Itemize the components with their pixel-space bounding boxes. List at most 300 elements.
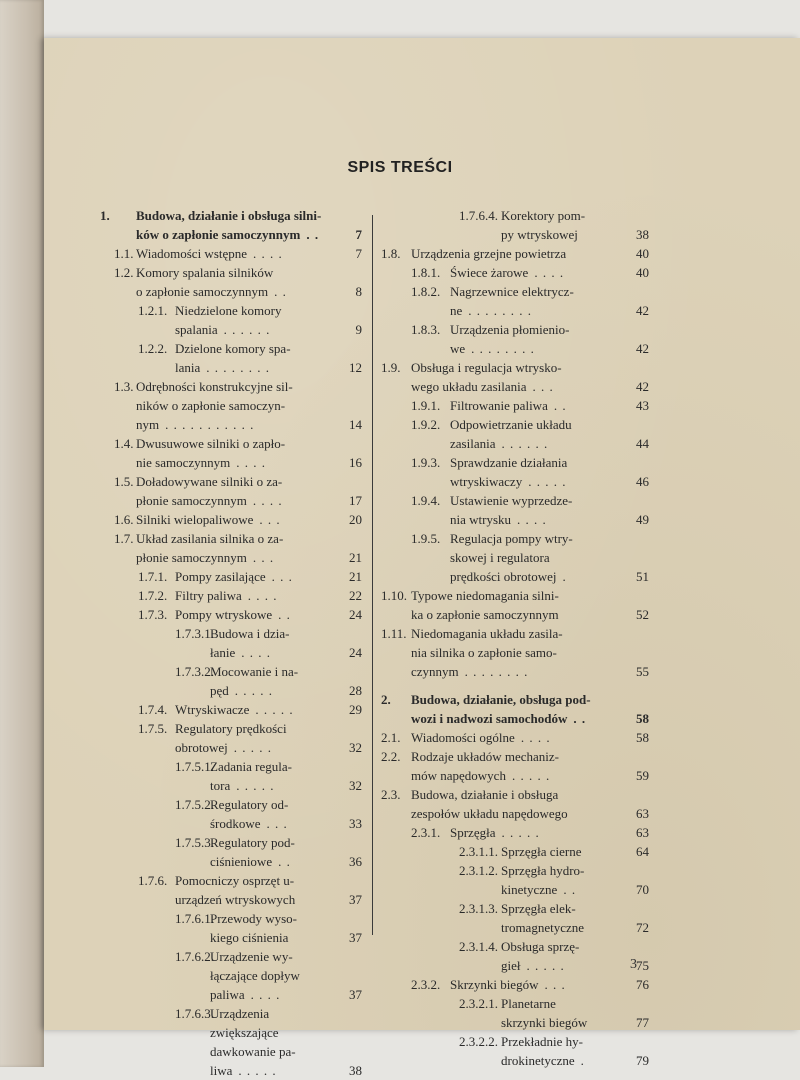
toc-entry-text: Planetarne	[501, 996, 556, 1011]
toc-entry-text: nym	[136, 417, 160, 432]
toc-entry-line	[381, 643, 649, 662]
toc-leader-dots: . . . . .	[255, 702, 294, 717]
toc-entry-text: obrotowej	[175, 740, 228, 755]
toc-entry-line	[381, 747, 649, 766]
toc-leader-dots: . .	[563, 882, 577, 897]
toc-leader-dots: . . . . . . . . . . .	[165, 417, 255, 432]
toc-entry-text: Budowa i dzia-	[210, 626, 290, 641]
toc-entry-line	[100, 1061, 362, 1080]
toc-entry-line	[381, 690, 649, 709]
toc-entry-text: skowej i regulatora	[450, 550, 550, 565]
toc-entry-line	[100, 415, 362, 434]
toc-entry-number: 1.7.2.	[138, 588, 168, 603]
toc-entry-number: 1.2.	[114, 265, 134, 280]
toc-entry-text: nia silnika o zapłonie samo-	[411, 645, 557, 660]
toc-leader-dots: . . . .	[520, 730, 551, 745]
toc-page-number: 37	[349, 892, 362, 907]
toc-entry-line	[100, 757, 362, 776]
toc-page-number: 58	[636, 730, 649, 745]
toc-entry-number: 2.3.1.1.	[459, 844, 498, 859]
toc-entry-text: ników o zapłonie samoczyn-	[136, 398, 286, 413]
toc-entry-number: 1.7.6.4.	[459, 208, 498, 223]
toc-entry-number: 1.7.6.	[138, 873, 168, 888]
toc-entry-text: wozi i nadwozi samochodów	[411, 711, 568, 726]
toc-entry-text: Nagrzewnice elektrycz-	[450, 284, 574, 299]
toc-entry-line	[381, 804, 649, 823]
toc-entry-text: Urządzenia	[210, 1006, 270, 1021]
toc-entry-line	[381, 491, 649, 510]
toc-entry-line	[381, 728, 649, 747]
page-title: SPIS TREŚCI	[347, 159, 453, 176]
toc-page-number: 40	[636, 246, 649, 261]
toc-entry-text: Przewody wyso-	[210, 911, 298, 926]
toc-page-number: 58	[636, 711, 649, 726]
toc-entry-text: Przekładnie hy-	[501, 1034, 583, 1049]
toc-entry-number: 1.7.5.	[138, 721, 168, 736]
toc-page-number: 29	[349, 702, 362, 717]
toc-entry-line	[381, 339, 649, 358]
toc-entry-line	[381, 918, 649, 937]
toc-entry-line	[381, 377, 649, 396]
toc-entry-text: nia wtrysku	[450, 512, 512, 527]
toc-page-number: 42	[636, 341, 649, 356]
toc-entry-line	[381, 662, 649, 681]
toc-entry-line	[100, 624, 362, 643]
toc-entry-line	[100, 605, 362, 624]
toc-entry-line	[100, 529, 362, 548]
toc-entry-text: łanie	[210, 645, 236, 660]
toc-entry-text: Niedomagania układu zasila-	[411, 626, 563, 641]
toc-entry-line	[100, 890, 362, 909]
toc-entry-text: Dzielone komory spa-	[175, 341, 291, 356]
toc-entry-text: Obsługa i regulacja wtrysko-	[411, 360, 562, 375]
toc-entry-line	[381, 225, 649, 244]
toc-leader-dots: .	[562, 569, 567, 584]
toc-leader-dots: . . .	[259, 512, 281, 527]
toc-entry-line	[381, 880, 649, 899]
toc-entry-number: 2.3.1.3.	[459, 901, 498, 916]
toc-entry-line	[381, 453, 649, 472]
toc-page-number: 16	[349, 455, 362, 470]
toc-entry-line	[381, 1032, 649, 1051]
toc-entry-text: gieł	[501, 958, 521, 973]
toc-entry-text: łączające dopływ	[210, 968, 300, 983]
toc-entry-text: Sprzęgła elek-	[501, 901, 576, 916]
toc-entry-number: 1.8.2.	[411, 284, 441, 299]
toc-entry-line	[100, 491, 362, 510]
toc-page-number: 32	[349, 778, 362, 793]
toc-page-number: 22	[349, 588, 362, 603]
toc-entry-number: 1.1.	[114, 246, 134, 261]
toc-entry-line	[100, 225, 362, 244]
toc-entry-text: paliwa	[210, 987, 245, 1002]
toc-entry-line	[100, 1004, 362, 1023]
toc-entry-text: tromagnetyczne	[501, 920, 585, 935]
toc-entry-text: Świece żarowe	[450, 265, 529, 280]
toc-entry-text: zwiększające	[210, 1025, 279, 1040]
toc-entry-line	[381, 244, 649, 263]
toc-entry-text: Pompy wtryskowe	[175, 607, 273, 622]
toc-entry-text: kinetyczne	[501, 882, 558, 897]
toc-entry-line	[100, 586, 362, 605]
toc-entry-text: Doładowywane silniki o za-	[136, 474, 283, 489]
toc-leader-dots: . . .	[544, 977, 566, 992]
toc-entry-line	[100, 852, 362, 871]
toc-entry-text: drokinetyczne	[501, 1053, 575, 1068]
toc-leader-dots: . . .	[266, 816, 288, 831]
toc-page-number: 12	[349, 360, 362, 375]
toc-entry-text: tora	[210, 778, 231, 793]
toc-entry-text: ka o zapłonie samoczynnym	[411, 607, 559, 622]
toc-column-right	[381, 206, 649, 1070]
toc-entry-number: 1.2.1.	[138, 303, 168, 318]
toc-entry-text: Wtryskiwacze	[175, 702, 250, 717]
toc-entry-line	[381, 263, 649, 282]
toc-entry-line	[100, 719, 362, 738]
toc-column-left	[100, 206, 362, 1080]
toc-leader-dots: . . . . .	[526, 958, 565, 973]
toc-entry-line	[100, 434, 362, 453]
toc-entry-text: wego układu zasilania	[411, 379, 527, 394]
toc-entry-text: Zadania regula-	[210, 759, 292, 774]
toc-entry-line	[381, 975, 649, 994]
toc-entry-line	[381, 861, 649, 880]
toc-entry-line	[100, 814, 362, 833]
toc-entry-line	[100, 947, 362, 966]
toc-entry-line	[381, 624, 649, 643]
toc-entry-text: pęd	[210, 683, 229, 698]
toc-entry-line	[381, 823, 649, 842]
toc-entry-number: 2.3.2.1.	[459, 996, 498, 1011]
toc-leader-dots: . . . . .	[238, 1063, 277, 1078]
toc-leader-dots: . .	[278, 854, 291, 869]
toc-entry-number: 1.7.6.3.	[175, 1006, 214, 1021]
toc-entry-line	[100, 206, 362, 225]
toc-leader-dots: . . . .	[517, 512, 547, 527]
toc-entry-number: 1.7.5.3.	[175, 835, 214, 850]
toc-entry-number: 2.	[381, 692, 391, 707]
toc-page-number: 64	[636, 844, 649, 859]
toc-entry-number: 1.10.	[381, 588, 407, 603]
toc-entry-line	[381, 994, 649, 1013]
toc-entry-line	[100, 681, 362, 700]
toc-entry-line	[100, 244, 362, 263]
toc-leader-dots: . . . . . .	[501, 436, 549, 451]
toc-entry-line	[100, 662, 362, 681]
toc-entry-number: 2.2.	[381, 749, 401, 764]
toc-leader-dots: . . . . . . . .	[206, 360, 271, 375]
toc-entry-line	[100, 339, 362, 358]
toc-entry-line	[381, 396, 649, 415]
toc-entry-number: 1.11.	[381, 626, 407, 641]
toc-entry-text: Rodzaje układów mechaniz-	[411, 749, 559, 764]
toc-entry-text: ków o zapłonie samoczynnym	[136, 227, 301, 242]
toc-entry-line	[381, 586, 649, 605]
toc-entry-number: 1.3.	[114, 379, 134, 394]
toc-entry-line	[100, 358, 362, 377]
toc-entry-line	[100, 966, 362, 985]
toc-entry-line	[381, 709, 649, 728]
toc-entry-text: Silniki wielopaliwowe	[136, 512, 254, 527]
toc-entry-text: Budowa, działanie i obsługa	[411, 787, 559, 802]
toc-leader-dots: . . . .	[253, 246, 283, 261]
toc-leader-dots: . . . .	[252, 493, 283, 508]
toc-entry-line	[100, 396, 362, 415]
toc-page-number: 38	[636, 227, 649, 242]
toc-entry-line	[100, 1042, 362, 1061]
page-number: 3	[630, 957, 637, 972]
toc-entry-number: 2.3.	[381, 787, 401, 802]
toc-entry-line	[100, 377, 362, 396]
toc-entry-text: Ustawienie wyprzedze-	[450, 493, 573, 508]
toc-entry-line	[100, 567, 362, 586]
toc-entry-text: Regulatory od-	[210, 797, 289, 812]
toc-entry-number: 1.7.4.	[138, 702, 168, 717]
toc-entry-text: py wtryskowej	[501, 227, 578, 242]
toc-entry-line	[381, 358, 649, 377]
toc-entry-line	[381, 785, 649, 804]
toc-entry-text: prędkości obrotowej	[450, 569, 557, 584]
toc-entry-text: mów napędowych	[411, 768, 506, 783]
toc-entry-text: lania	[175, 360, 201, 375]
toc-entry-line	[100, 776, 362, 795]
toc-leader-dots: . . . .	[534, 265, 565, 280]
toc-entry-line	[381, 766, 649, 785]
toc-entry-line	[100, 1023, 362, 1042]
toc-entry-text: płonie samoczynnym	[136, 550, 247, 565]
toc-entry-text: Budowa, działanie i obsługa silni-	[136, 208, 322, 223]
toc-entry-line	[381, 434, 649, 453]
toc-leader-dots: . . . . . .	[223, 322, 271, 337]
toc-entry-line	[381, 529, 649, 548]
toc-page-number: 79	[636, 1053, 649, 1068]
toc-entry-text: Układ zasilania silnika o za-	[136, 531, 284, 546]
toc-entry-line	[100, 700, 362, 719]
toc-entry-line	[381, 1051, 649, 1070]
toc-entry-line	[100, 909, 362, 928]
toc-leader-dots: . . . .	[241, 645, 272, 660]
toc-page-number: 43	[636, 398, 649, 413]
toc-entry-text: Obsługa sprzę-	[501, 939, 580, 954]
toc-page-number: 37	[349, 930, 362, 945]
toc-entry-line	[381, 605, 649, 624]
toc-page-number: 72	[636, 920, 649, 935]
toc-entry-line	[100, 985, 362, 1004]
toc-entry-number: 1.	[100, 208, 110, 223]
toc-entry-number: 1.4.	[114, 436, 134, 451]
toc-page-number: 63	[636, 825, 649, 840]
toc-leader-dots: . . . . .	[236, 778, 275, 793]
toc-page-number: 8	[355, 284, 362, 299]
toc-page-number: 37	[349, 987, 362, 1002]
toc-leader-dots: . . . .	[236, 455, 266, 470]
toc-entry-text: Filtrowanie paliwa	[450, 398, 548, 413]
toc-leader-dots: . .	[553, 398, 567, 413]
toc-page-number: 76	[636, 977, 649, 992]
toc-entry-line	[100, 928, 362, 947]
toc-leader-dots: . . .	[271, 569, 293, 584]
toc-entry-text: dawkowanie pa-	[210, 1044, 296, 1059]
toc-page-number: 52	[636, 607, 649, 622]
toc-leader-dots: . . . .	[250, 987, 281, 1002]
toc-entry-line	[381, 472, 649, 491]
toc-leader-dots: . . . . .	[511, 768, 551, 783]
toc-entry-text: Typowe niedomagania silni-	[411, 588, 559, 603]
toc-entry-line	[100, 320, 362, 339]
toc-leader-dots: . .	[573, 711, 587, 726]
toc-entry-line	[381, 282, 649, 301]
toc-entry-line	[100, 282, 362, 301]
toc-entry-line	[381, 206, 649, 225]
toc-entry-text: Pomocniczy osprzęt u-	[175, 873, 295, 888]
toc-entry-number: 2.3.2.	[411, 977, 441, 992]
toc-entry-number: 2.3.2.2.	[459, 1034, 498, 1049]
toc-entry-text: Skrzynki biegów	[450, 977, 539, 992]
toc-entry-text: Regulacja pompy wtry-	[450, 531, 573, 546]
toc-page-number: 59	[636, 768, 649, 783]
toc-entry-text: Mocowanie i na-	[210, 664, 299, 679]
toc-entry-number: 1.7.6.1.	[175, 911, 214, 926]
toc-entry-number: 1.7.3.1.	[175, 626, 214, 641]
toc-entry-line	[100, 472, 362, 491]
column-divider	[372, 215, 373, 935]
toc-page-number: 20	[349, 512, 362, 527]
toc-page-number: 49	[636, 512, 649, 527]
toc-page-number: 42	[636, 379, 649, 394]
toc-leader-dots: . . . .	[247, 588, 278, 603]
toc-entry-text: o zapłonie samoczynnym	[136, 284, 269, 299]
toc-entry-number: 1.7.5.1.	[175, 759, 214, 774]
toc-entry-text: Budowa, działanie, obsługa pod-	[411, 692, 591, 707]
toc-entry-line	[381, 510, 649, 529]
toc-entry-line	[381, 1013, 649, 1032]
toc-entry-text: ne	[450, 303, 463, 318]
toc-leader-dots: . . . . .	[233, 740, 272, 755]
toc-entry-number: 1.9.5.	[411, 531, 441, 546]
toc-entry-line	[100, 738, 362, 757]
toc-page-number: 75	[636, 958, 649, 973]
toc-entry-line	[100, 795, 362, 814]
toc-entry-text: Sprzęgła cierne	[501, 844, 582, 859]
toc-entry-text: Korektory pom-	[501, 208, 586, 223]
toc-page-number: 36	[349, 854, 362, 869]
toc-entry-number: 2.3.1.	[411, 825, 441, 840]
toc-entry-text: zasilania	[450, 436, 496, 451]
toc-leader-dots: . . .	[252, 550, 275, 565]
toc-entry-line	[381, 899, 649, 918]
toc-entry-number: 1.8.1.	[411, 265, 441, 280]
toc-entry-line	[100, 643, 362, 662]
toc-entry-number: 1.7.3.2.	[175, 664, 214, 679]
toc-entry-line	[381, 415, 649, 434]
toc-leader-dots: . . . . . . . .	[471, 341, 535, 356]
toc-entry-line	[381, 956, 649, 975]
toc-entry-line	[381, 567, 649, 586]
toc-entry-line	[100, 301, 362, 320]
toc-entry-number: 1.7.1.	[138, 569, 168, 584]
toc-page-number: 77	[636, 1015, 649, 1030]
toc-entry-line	[381, 301, 649, 320]
toc-leader-dots: . .	[274, 284, 287, 299]
toc-entry-line	[100, 510, 362, 529]
toc-entry-text: urządzeń wtryskowych	[175, 892, 296, 907]
toc-entry-text: spalania	[175, 322, 218, 337]
toc-entry-text: czynnym	[411, 664, 459, 679]
toc-entry-text: Urządzenia płomienio-	[450, 322, 570, 337]
toc-entry-number: 1.7.6.2.	[175, 949, 214, 964]
toc-leader-dots: . . . . . . . .	[464, 664, 529, 679]
toc-entry-text: ciśnieniowe	[210, 854, 273, 869]
toc-entry-line	[100, 833, 362, 852]
toc-entry-line	[381, 842, 649, 861]
toc-entry-text: Sprzęgła	[450, 825, 496, 840]
toc-page-number: 9	[355, 322, 362, 337]
toc-page-number: 7	[355, 246, 362, 261]
toc-entry-text: Pompy zasilające	[175, 569, 266, 584]
toc-entry-text: Regulatory pod-	[210, 835, 295, 850]
toc-page-number: 21	[349, 550, 362, 565]
toc-page-number: 14	[349, 417, 362, 432]
toc-entry-text: Odrębności konstrukcyjne sil-	[136, 379, 293, 394]
toc-entry-text: Dwusuwowe silniki o zapło-	[136, 436, 286, 451]
toc-leader-dots: . . . . .	[528, 474, 567, 489]
toc-page-number: 17	[349, 493, 362, 508]
toc-page-number: 24	[349, 607, 362, 622]
toc-entry-text: Regulatory prędkości	[175, 721, 287, 736]
toc-entry-text: płonie samoczynnym	[136, 493, 247, 508]
toc-entry-line	[381, 937, 649, 956]
toc-page-number: 46	[636, 474, 649, 489]
toc-entry-number: 1.6.	[114, 512, 134, 527]
toc-entry-text: Urządzenie wy-	[210, 949, 293, 964]
toc-page-number: 44	[636, 436, 649, 451]
toc-entry-text: Komory spalania silników	[136, 265, 274, 280]
toc-entry-line	[381, 548, 649, 567]
toc-leader-dots: . . . . .	[501, 825, 540, 840]
section-gap	[381, 681, 649, 690]
toc-entry-line	[100, 548, 362, 567]
toc-entry-number: 1.7.3.	[138, 607, 168, 622]
toc-entry-line	[381, 320, 649, 339]
toc-entry-number: 1.9.4.	[411, 493, 441, 508]
toc-entry-text: wtryskiwaczy	[450, 474, 523, 489]
toc-page-number: 63	[636, 806, 649, 821]
toc-entry-text: kiego ciśnienia	[210, 930, 289, 945]
toc-entry-text: Odpowietrzanie układu	[450, 417, 572, 432]
toc-page-number: 51	[636, 569, 649, 584]
toc-entry-text: Urządzenia grzejne powietrza	[411, 246, 567, 261]
toc-entry-number: 1.5.	[114, 474, 134, 489]
toc-entry-number: 1.9.1.	[411, 398, 441, 413]
toc-entry-line	[100, 263, 362, 282]
toc-entry-number: 2.3.1.2.	[459, 863, 498, 878]
toc-entry-text: nie samoczynnym	[136, 455, 231, 470]
toc-entry-number: 1.8.3.	[411, 322, 441, 337]
toc-entry-number: 1.2.2.	[138, 341, 168, 356]
toc-entry-number: 1.9.2.	[411, 417, 441, 432]
toc-entry-text: Sprawdzanie działania	[450, 455, 568, 470]
toc-page-number: 32	[349, 740, 362, 755]
toc-page-number: 55	[636, 664, 649, 679]
toc-page-number: 24	[349, 645, 362, 660]
toc-leader-dots: . . . . .	[234, 683, 274, 698]
toc-entry-text: Niedzielone komory	[175, 303, 282, 318]
toc-entry-number: 1.7.	[114, 531, 134, 546]
toc-entry-text: skrzynki biegów	[501, 1015, 588, 1030]
toc-entry-text: środkowe	[210, 816, 261, 831]
toc-page-number: 28	[349, 683, 362, 698]
toc-page-number: 42	[636, 303, 649, 318]
